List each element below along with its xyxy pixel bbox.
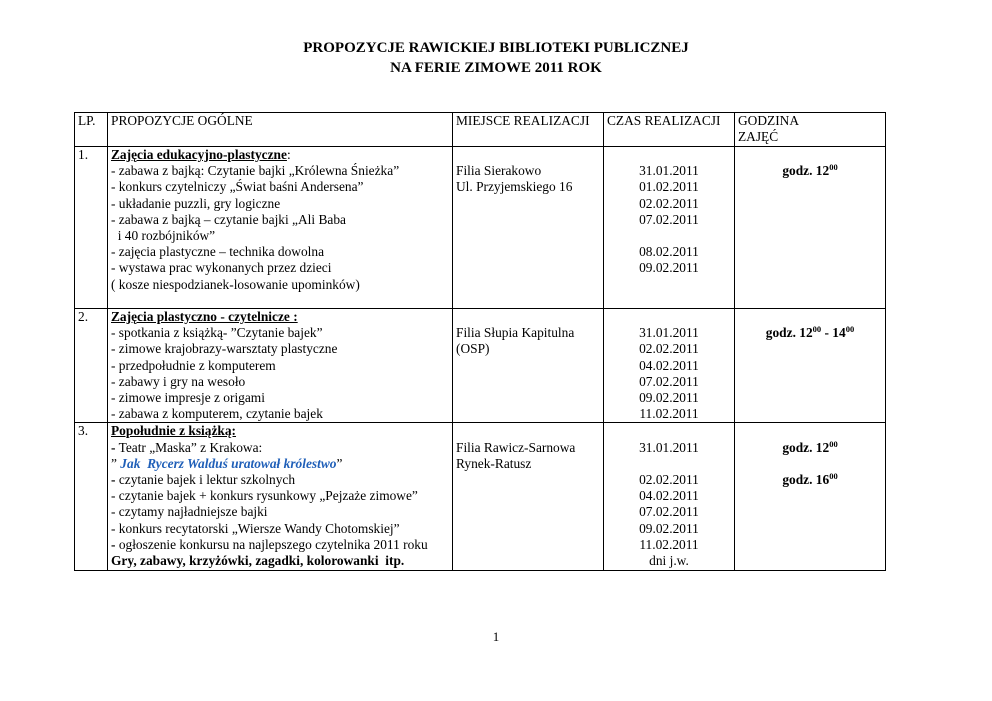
list-item: - zabawa z bajką: Czytanie bajki „Królewna Śnieżka” xyxy=(111,163,400,179)
row2-time xyxy=(735,309,886,423)
list-item: ( kosze niespodzianek-losowanie upominków) xyxy=(111,276,360,292)
place-line: Filia Słupia Kapitulna xyxy=(456,325,575,341)
place-line: Filia Sierakowo xyxy=(456,163,542,179)
date: 09.02.2011 xyxy=(639,260,699,276)
list-item: - czytamy najładniejsze bajki xyxy=(111,504,268,520)
row3-lp: 3. xyxy=(75,423,108,571)
row3-time xyxy=(735,423,886,571)
row1-time xyxy=(735,147,886,309)
list-item: - konkurs recytatorski „Wiersze Wandy Chotomskiej” xyxy=(111,520,400,536)
row3-heading: Popołudnie z książką: xyxy=(111,423,237,439)
list-item: - czytanie bajek + konkurs rysunkowy „Pejzaże zimowe” xyxy=(111,488,418,504)
page-number: 1 xyxy=(492,629,500,644)
row2-place xyxy=(453,309,604,423)
table-header-row xyxy=(75,113,886,147)
row3-proposal xyxy=(108,423,453,571)
row3-place xyxy=(453,423,604,571)
date: 07.02.2011 xyxy=(639,211,699,227)
list-item: - zajęcia plastyczne – technika dowolna xyxy=(111,244,325,260)
list-item: - spotkania z książką- ”Czytanie bajek” xyxy=(111,325,323,341)
date: 04.02.2011 xyxy=(639,488,699,504)
row1-dates xyxy=(604,147,735,309)
row1-place xyxy=(453,147,604,309)
time-label: godz. $16^{00}$ xyxy=(782,471,838,487)
list-item: - zimowe krajobrazy-warsztaty plastyczne xyxy=(111,341,338,357)
row1-heading: Zajęcia edukacyjno-plastyczne xyxy=(111,147,287,162)
header-lp: LP. xyxy=(75,113,108,147)
time-label: godz. $12^{00}$ xyxy=(782,438,838,455)
list-item: - wystawa prac wykonanych przez dzieci xyxy=(111,260,332,276)
list-item: - zabawy i gry na wesoło xyxy=(111,373,246,389)
date: dni j.w. xyxy=(649,553,689,569)
date: 08.02.2011 xyxy=(639,244,699,260)
header-godzina xyxy=(735,113,886,147)
row2-heading: Zajęcia plastyczno - czytelnicze : xyxy=(111,309,298,324)
date: 04.02.2011 xyxy=(639,357,699,373)
row2-lp: 2. xyxy=(75,309,108,423)
table-row xyxy=(75,147,886,309)
place-line: (OSP) xyxy=(456,341,490,357)
document-title xyxy=(0,38,992,78)
program-table xyxy=(74,112,886,571)
header-godzina-line1: GODZINA xyxy=(738,113,799,128)
header-propozycje: PROPOZYCJE OGÓLNE xyxy=(108,113,453,147)
date: 09.02.2011 xyxy=(639,520,699,536)
time-label: godz. $12^{00}$ xyxy=(782,162,838,179)
time-label: godz. $12^{00} - 14^{00}$ xyxy=(765,324,855,341)
header-miejsce: MIEJSCE REALIZACJI xyxy=(453,113,604,147)
row2-dates xyxy=(604,309,735,423)
header-godzina-line2: ZAJĘĆ xyxy=(738,129,779,145)
list-item: i 40 rozbójników” xyxy=(111,228,216,244)
date: 09.02.2011 xyxy=(639,390,699,405)
date: 02.02.2011 xyxy=(639,341,699,357)
row3-dates xyxy=(604,423,735,571)
place-line: Rynek-Ratusz xyxy=(456,455,532,471)
list-item: - konkurs czytelniczy „Świat baśni Andersena” xyxy=(111,179,364,195)
list-item: - Teatr „Maska” z Krakowa: xyxy=(111,439,263,455)
place-line: Filia Rawicz-Sarnowa xyxy=(456,439,576,455)
date: 07.02.2011 xyxy=(639,373,699,389)
row3-closing: Gry, zabawy, krzyżówki, zagadki, kolorowanki itp. xyxy=(111,553,405,569)
title-line-1: PROPOZYCJE RAWICKIEJ BIBLIOTEKI PUBLICZNEJ xyxy=(303,40,689,56)
row1-lp: 1. xyxy=(75,147,108,309)
date: 31.01.2011 xyxy=(639,325,699,341)
row1-proposal: Zajęcia edukacyjno-plastyczne: - zabawa z bajką: Czytanie bajki „Królewna Śnieżka” - konkurs czytelniczy „Świat baśni Andersena” - układanie puzzli, gry logiczne - zabawa z bajką – czytanie bajki „Ali Baba i 40 rozbójników” - zajęcia plastyczne – technika dowolna - wystawa prac wykonanych przez dzieci ( kosze niespodzianek-losowanie upominków) xyxy=(108,147,453,309)
table-row xyxy=(75,423,886,571)
list-item: - zimowe impresje z origami xyxy=(111,390,265,406)
list-item: - zabawa z bajką – czytanie bajki „Ali Baba xyxy=(111,211,346,227)
list-item: - ogłoszenie konkursu na najlepszego czytelnika 2011 roku xyxy=(111,536,428,552)
date: 31.01.2011 xyxy=(639,439,699,455)
list-item: - układanie puzzli, gry logiczne xyxy=(111,195,281,211)
date: 01.02.2011 xyxy=(639,179,699,195)
header-czas: CZAS REALIZACJI xyxy=(604,113,735,147)
date: 02.02.2011 xyxy=(639,195,699,211)
table-row xyxy=(75,309,886,423)
date: 02.02.2011 xyxy=(639,472,699,487)
row2-proposal xyxy=(108,309,453,423)
date: 31.01.2011 xyxy=(639,163,699,179)
date: 11.02.2011 xyxy=(639,406,699,422)
play-title: Jak Rycerz Walduś uratował królestwo xyxy=(120,455,337,471)
date: 07.02.2011 xyxy=(639,504,699,520)
title-line-2: NA FERIE ZIMOWE 2011 ROK xyxy=(390,60,602,76)
list-item: - przedpołudnie z komputerem xyxy=(111,357,276,373)
list-item: - czytanie bajek i lektur szkolnych xyxy=(111,472,296,488)
list-item: - zabawa z komputerem, czytanie bajek xyxy=(111,406,323,422)
place-line: Ul. Przyjemskiego 16 xyxy=(456,179,573,195)
list-item: ” Jak Rycerz Walduś uratował królestwo” xyxy=(111,455,343,471)
date: 11.02.2011 xyxy=(639,536,699,552)
